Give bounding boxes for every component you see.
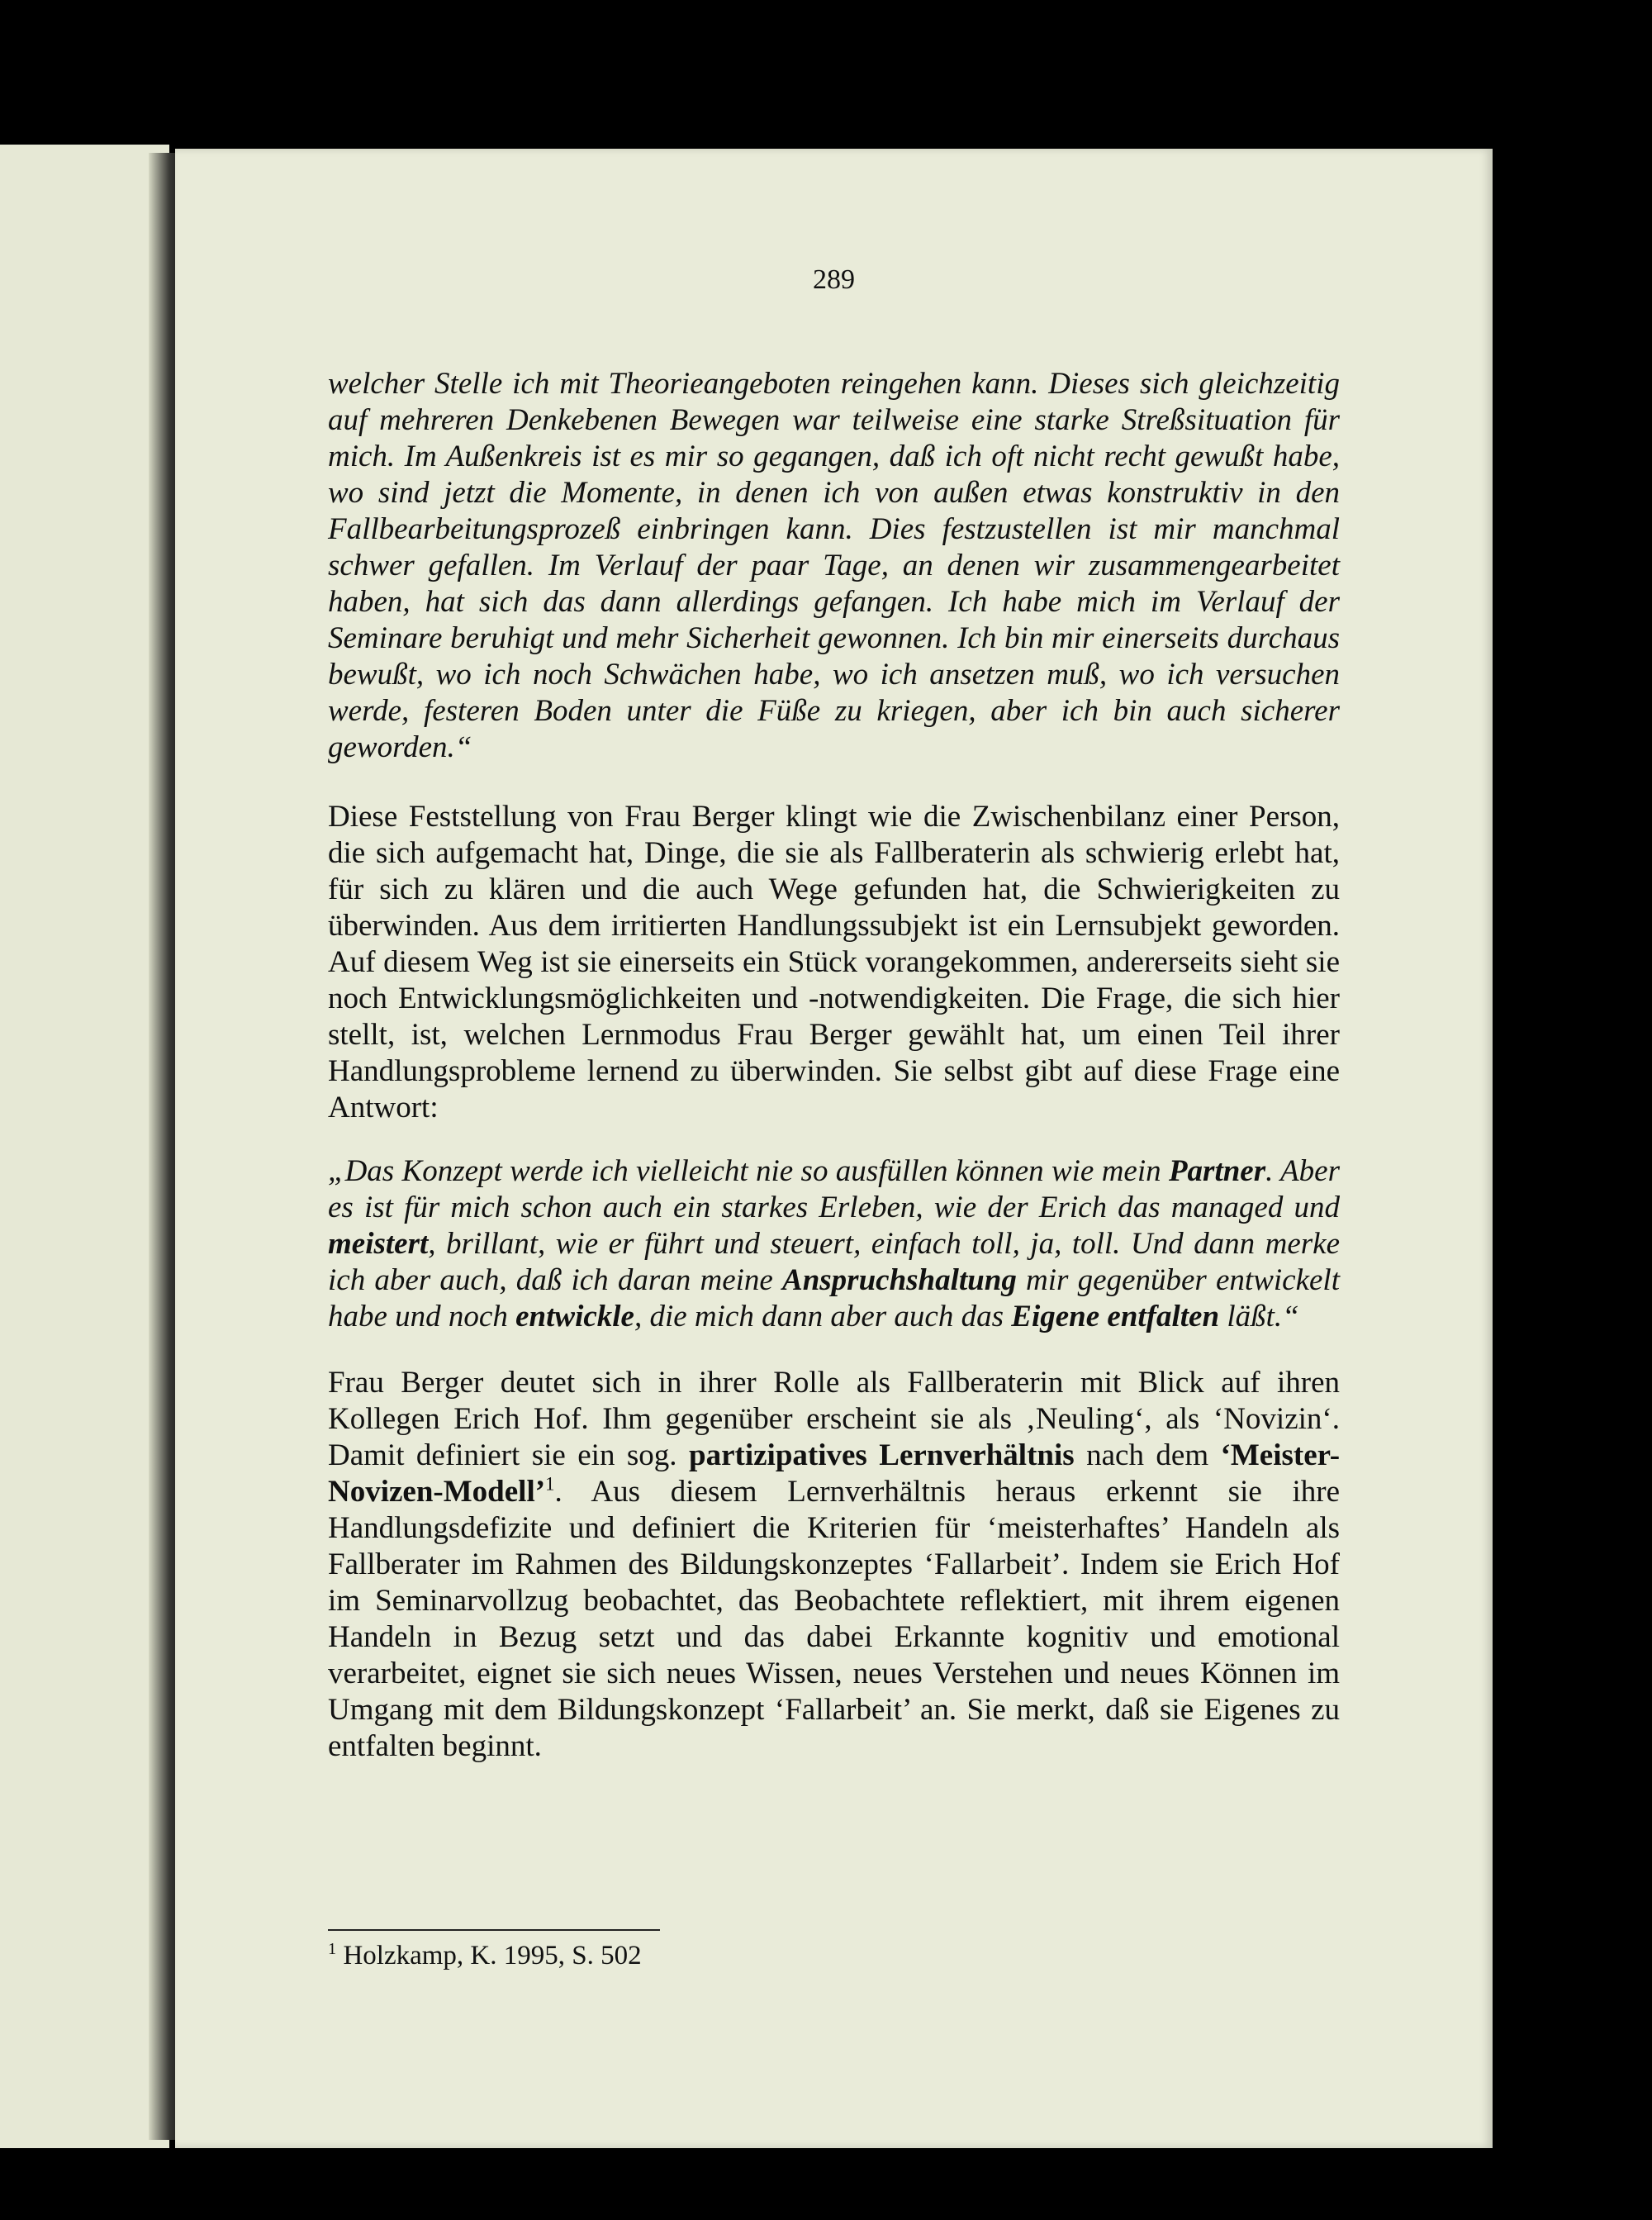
- emphasis-anspruchshaltung: Anspruchshaltung: [782, 1263, 1017, 1297]
- analysis-paragraph: [328, 1365, 1340, 1765]
- quote-continuation: welcher Stelle ich mit Theorieangeboten reingehen kann. Dieses sich gleichzeitig auf mehreren Denkebenen Bewegen war teilweise eine starke Streßsituation für mich. Im Außenkreis ist es mir so gegangen, daß ich oft nicht recht gewußt habe, wo sind jetzt die Momente, in denen ich von außen etwas konstruktiv in den Fallbearbeitungsprozeß einbringen kann. Dies festzustellen ist mir manchmal schwer gefallen. Im Verlauf der paar Tage, an denen wir zusammengearbeitet haben, hat sich das dann allerdings gefangen. Ich habe mich im Verlauf der Seminare beruhigt und mehr Sicherheit gewonnen. Ich bin mir einerseits durchaus bewußt, wo ich noch Schwächen habe, wo ich ansetzen muß, wo ich versuchen werde, festeren Boden unter die Füße zu kriegen, aber ich bin auch sicherer geworden.“: [328, 367, 1340, 764]
- commentary-paragraph: Diese Feststellung von Frau Berger klingt wie die Zwischenbilanz einer Person, die sich aufgemacht hat, Dinge, die sie als Fallberaterin als schwierig erlebt hat, für sich zu klären und die auch Wege gefunden hat, die Schwierigkeiten zu überwinden. Aus dem irritierten Handlungssubjekt ist ein Lernsubjekt geworden. Auf diesem Weg ist sie einerseits ein Stück vorangekommen, andererseits sieht sie noch Entwicklungsmöglichkeiten und -notwendigkeiten. Die Frage, die sich hier stellt, ist, welchen Lernmodus Frau Berger gewählt hat, um einen Teil ihrer Handlungsprobleme lernend zu überwinden. Sie selbst gibt auf diese Frage eine Antwort:: [328, 800, 1340, 1124]
- quote-text: . Aber es ist für mich schon auch ein starkes Erleben, wie der Erich das managed und: [328, 1154, 1340, 1224]
- quote-text: mir gegenüber entwickelt habe und noch: [328, 1263, 1340, 1333]
- body-text: . Aus diesem Lernverhältnis heraus erkennt sie ihre Handlungsdefizite und definiert die Kriterien für ‘meisterhaftes’ Handeln als Fallberater im Rahmen des Bildungskonzeptes ‘Fallarbeit’. Indem sie Erich Hof im Seminarvollzug beobachtet, das Beobachtete reflektiert, mit ihrem eigenen Handeln in Bezug setzt und das dabei Erkannte kognitiv und emotional verarbeitet, eignet sie sich neues Wissen, neues Verstehen und neues Können im Umgang mit dem Bildungskonzept ‘Fallarbeit’ an. Sie merkt, daß sie Eigenes zu entfalten beginnt.: [328, 1475, 1340, 1763]
- term-meister-novizen-modell: ‘Meister-Novizen-Modell’: [328, 1438, 1341, 1509]
- paragraph-gap: [328, 1335, 1340, 1365]
- interview-quote: [328, 1153, 1340, 1335]
- footnote-text: Holzkamp, K. 1995, S. 502: [336, 1941, 642, 1970]
- footnote-reference: 1: [545, 1473, 555, 1495]
- emphasis-eigene-entfalten: Eigene entfalten: [1011, 1300, 1220, 1333]
- left-page-edge: [0, 145, 169, 2148]
- footnote-marker: 1: [328, 1940, 337, 1958]
- emphasis-entwickle: entwickle: [515, 1300, 634, 1333]
- book-page: [175, 149, 1493, 2148]
- page-number: 289: [813, 264, 855, 295]
- emphasis-meistert: meistert: [328, 1227, 429, 1261]
- quote-text: läßt.“: [1219, 1300, 1299, 1333]
- page-body: [328, 366, 1340, 1765]
- emphasis-partner: Partner: [1168, 1154, 1266, 1188]
- paragraph-gap: [328, 1126, 1340, 1153]
- paragraph-gap: [328, 766, 1340, 799]
- quote-text: „Das Konzept werde ich vielleicht nie so ausfüllen können wie mein: [328, 1154, 1169, 1188]
- footnote: [328, 1939, 642, 1972]
- quote-text: , die mich dann aber auch das: [634, 1300, 1012, 1333]
- footnote-separator: [328, 1929, 660, 1931]
- term-partizipatives-lernverhaeltnis: partizipatives Lernverhältnis: [689, 1438, 1075, 1472]
- quote-text: , brillant, wie er führt und steuert, einfach toll, ja, toll. Und dann merke ich aber auch, daß ich daran meine: [328, 1227, 1340, 1297]
- body-text: Frau Berger deutet sich in ihrer Rolle als Fallberaterin mit Blick auf ihren Kollegen Erich Hof. Ihm gegenüber erscheint sie als ‚Neuling‘, als ‘Novizin‘. Damit definiert sie ein sog.: [328, 1366, 1340, 1472]
- body-text: nach dem: [1074, 1438, 1221, 1472]
